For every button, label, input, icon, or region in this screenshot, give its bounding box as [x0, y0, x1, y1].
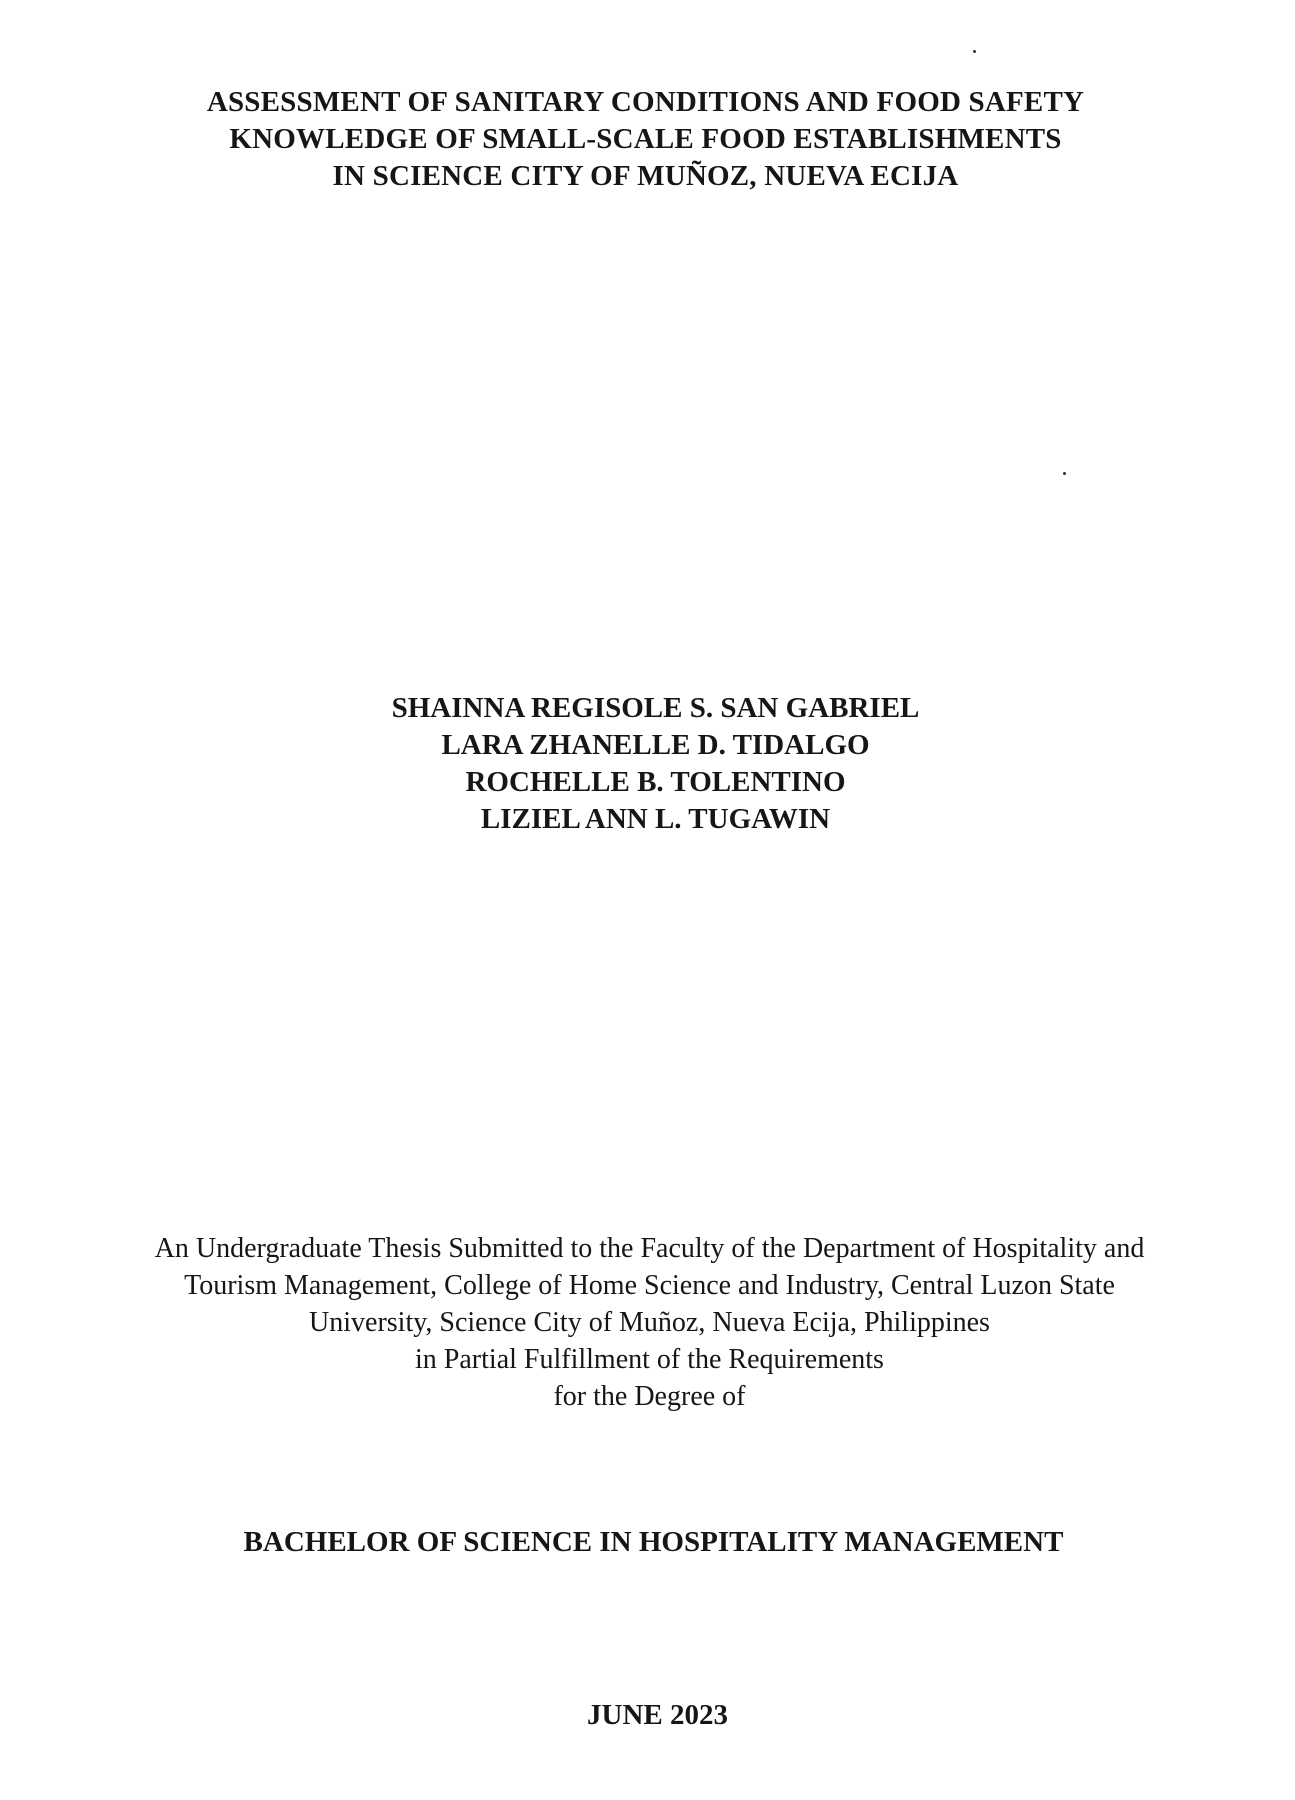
- author-name: SHAINNA REGISOLE S. SAN GABRIEL: [391, 692, 920, 724]
- thesis-title-line: KNOWLEDGE OF SMALL-SCALE FOOD ESTABLISHMENTS: [229, 123, 1062, 155]
- thesis-title: [0, 84, 1293, 195]
- submission-statement-line: in Partial Fulfillment of the Requirements: [415, 1344, 884, 1375]
- degree-name: [6, 1524, 1295, 1561]
- submission-statement: [2, 1230, 1295, 1415]
- author-name: LIZIEL ANN L. TUGAWIN: [480, 803, 831, 835]
- date-text: JUNE 2023: [587, 1699, 728, 1731]
- submission-statement-line: An Undergraduate Thesis Submitted to the Faculty of the Department of Hospitality and: [154, 1233, 1145, 1264]
- submission-statement-line: University, Science City of Muñoz, Nueva Ecija, Philippines: [309, 1307, 990, 1338]
- thesis-title-line: ASSESSMENT OF SANITARY CONDITIONS AND FOOD SAFETY: [206, 86, 1085, 118]
- thesis-title-line: IN SCIENCE CITY OF MUÑOZ, NUEVA ECIJA: [332, 160, 959, 192]
- submission-statement-line: Tourism Management, College of Home Science and Industry, Central Luzon State: [184, 1270, 1115, 1301]
- scan-speck: [973, 50, 976, 53]
- submission-statement-line: for the Degree of: [553, 1381, 746, 1412]
- submission-date: [10, 1697, 1295, 1734]
- author-name: LARA ZHANELLE D. TIDALGO: [441, 729, 870, 761]
- degree-title: BACHELOR OF SCIENCE IN HOSPITALITY MANAGEMENT: [243, 1526, 1064, 1558]
- scan-speck: [1063, 472, 1066, 475]
- author-name: ROCHELLE B. TOLENTINO: [465, 766, 846, 798]
- author-list: [8, 690, 1295, 838]
